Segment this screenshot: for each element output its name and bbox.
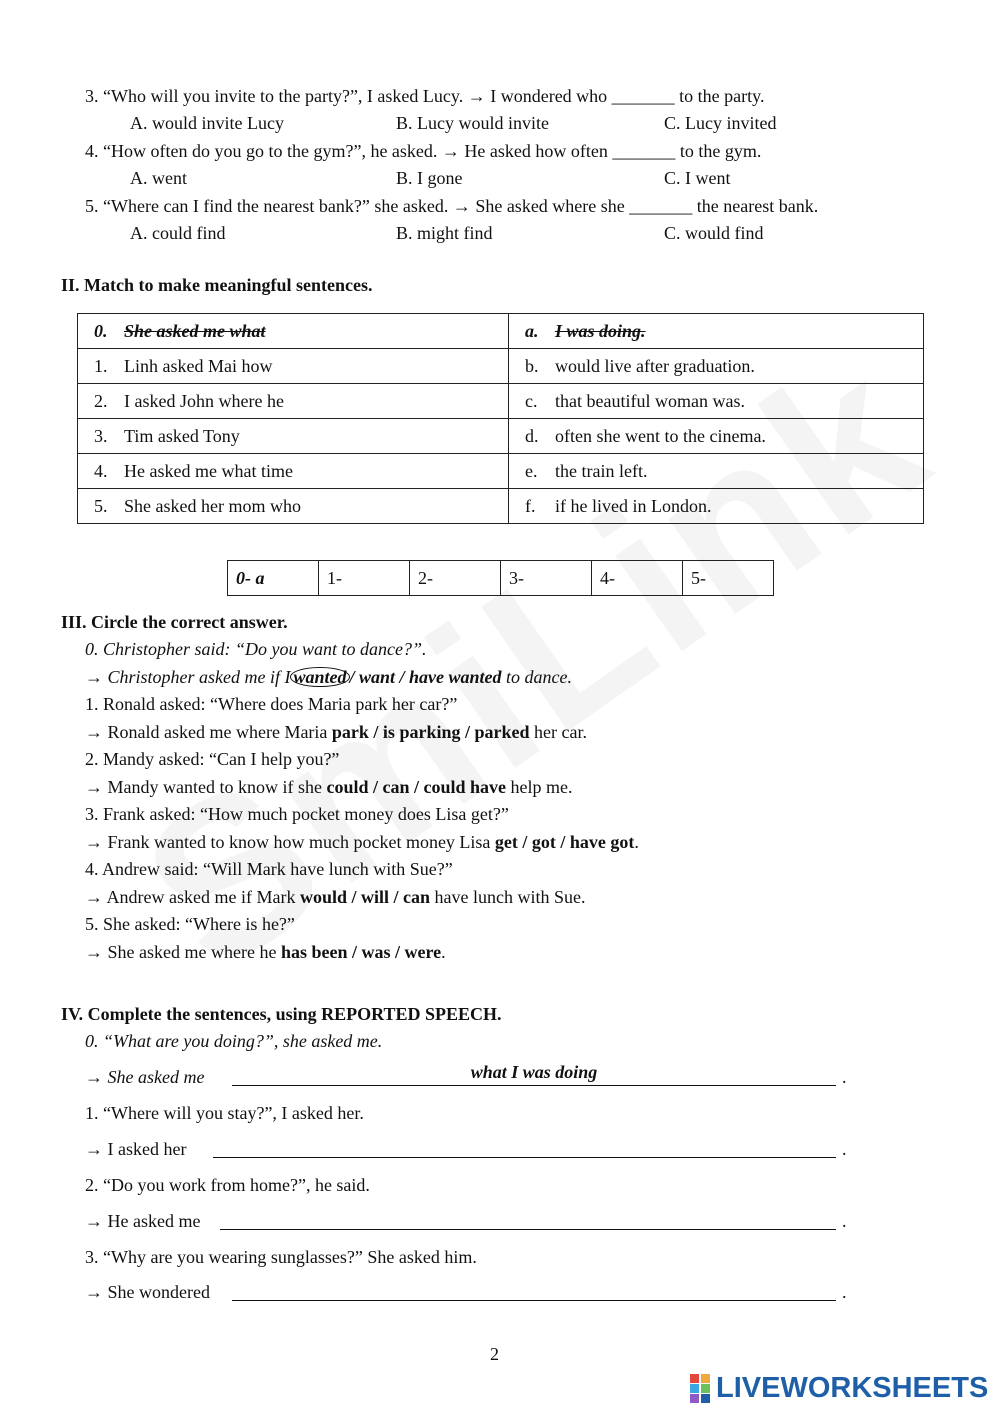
circle-options-5[interactable]: has been / was / were: [280, 942, 442, 962]
circle-answer-5: → She asked me where he has been / was / were.: [85, 942, 446, 962]
table-row: [78, 419, 924, 454]
circle-question-5: 5. She asked: “Where is he?”: [85, 914, 295, 934]
end-mark: .: [842, 1067, 847, 1087]
reported-question-3: 3. “Why are you wearing sunglasses?” She asked him.: [85, 1247, 477, 1267]
end-mark: .: [842, 1282, 847, 1302]
option-4a[interactable]: A. went: [130, 168, 187, 188]
option-3b[interactable]: B. Lucy would invite: [396, 113, 549, 133]
match-right-cell: b. would live after graduation.: [509, 349, 924, 384]
liveworksheets-logo: [690, 1372, 988, 1405]
option-5b[interactable]: B. might find: [396, 223, 493, 243]
section-2-heading: II. Match to make meaningful sentences.: [61, 275, 373, 295]
example-answer: → Christopher asked me if I wanted / want / have wanted to dance.: [85, 667, 572, 687]
reported-example-prefix: → She asked me: [85, 1067, 205, 1087]
option-3c[interactable]: C. Lucy invited: [664, 113, 777, 133]
question-4: 4. “How often do you go to the gym?”, he asked. → He asked how often _______ to the gym.: [85, 141, 762, 161]
circle-question-2: 2. Mandy asked: “Can I help you?”: [85, 749, 340, 769]
match-left-cell: 3. Tim asked Tony: [78, 419, 509, 454]
match-right-cell: c. that beautiful woman was.: [509, 384, 924, 419]
circled-answer: wanted: [290, 667, 349, 687]
liveworksheets-logo-icon: [690, 1374, 712, 1404]
reported-answer-input-3[interactable]: [232, 1282, 836, 1306]
match-right-cell: d. often she went to the cinema.: [509, 419, 924, 454]
reported-question-1: 1. “Where will you stay?”, I asked her.: [85, 1103, 364, 1123]
answer-key-table: [227, 560, 774, 596]
option-5a[interactable]: A. could find: [130, 223, 226, 243]
circle-answer-4: → Andrew asked me if Mark would / will / can have lunch with Sue.: [85, 887, 586, 907]
reported-question-2: 2. “Do you work from home?”, he said.: [85, 1175, 370, 1195]
answer-key-input-2[interactable]: 2-: [410, 561, 501, 596]
match-right-cell: f. if he lived in London.: [509, 489, 924, 524]
circle-answer-3: → Frank wanted to know how much pocket money Lisa get / got / have got.: [85, 832, 639, 852]
answer-key-input-1[interactable]: 1-: [319, 561, 410, 596]
table-row: [78, 349, 924, 384]
circle-question-1: 1. Ronald asked: “Where does Maria park her car?”: [85, 694, 458, 714]
answer-key-input-4[interactable]: 4-: [592, 561, 683, 596]
circle-options-4[interactable]: would / will / can: [299, 887, 430, 907]
circle-answer-2: → Mandy wanted to know if she could / can / could have help me.: [85, 777, 573, 797]
question-3: 3. “Who will you invite to the party?”, I asked Lucy. → I wondered who _______ to the party.: [85, 86, 765, 106]
reported-answer-input-2[interactable]: [220, 1211, 836, 1235]
circle-options-2[interactable]: could / can / could have: [326, 777, 506, 797]
match-left-cell: 0. She asked me what: [78, 314, 509, 349]
reported-example-line: [232, 1062, 836, 1091]
section-3-heading: III. Circle the correct answer.: [61, 612, 288, 632]
match-right-cell: e. the train left.: [509, 454, 924, 489]
reported-prefix-2: → He asked me: [85, 1211, 201, 1231]
table-row: [78, 314, 924, 349]
answer-key-input-3[interactable]: 3-: [501, 561, 592, 596]
end-mark: .: [842, 1139, 847, 1159]
question-5: 5. “Where can I find the nearest bank?” she asked. → She asked where she _______ the nearest bank.: [85, 196, 819, 216]
liveworksheets-logo-text: LIVEWORKSHEETS: [716, 1372, 989, 1404]
circle-question-3: 3. Frank asked: “How much pocket money does Lisa get?”: [85, 804, 509, 824]
page-number: 2: [490, 1344, 499, 1364]
answer-key-example: 0- a: [228, 561, 319, 596]
match-right-cell: a. I was doing.: [509, 314, 924, 349]
option-4c[interactable]: C. I went: [664, 168, 731, 188]
end-mark: .: [842, 1211, 847, 1231]
option-3a[interactable]: A. would invite Lucy: [130, 113, 284, 133]
circle-answer-1: → Ronald asked me where Maria park / is parking / parked her car.: [85, 722, 587, 742]
table-row: [78, 489, 924, 524]
reported-answer-input-1[interactable]: [213, 1139, 836, 1163]
match-left-cell: 5. She asked her mom who: [78, 489, 509, 524]
reported-prefix-3: → She wondered: [85, 1282, 210, 1302]
match-left-cell: 1. Linh asked Mai how: [78, 349, 509, 384]
table-row: [78, 384, 924, 419]
example-question: 0. Christopher said: “Do you want to dance?”.: [85, 639, 427, 659]
matching-table: [77, 313, 924, 524]
reported-prefix-1: → I asked her: [85, 1139, 187, 1159]
table-row: [78, 454, 924, 489]
answer-key-input-5[interactable]: 5-: [683, 561, 774, 596]
reported-example-answer: what I was doing: [470, 1062, 598, 1082]
option-5c[interactable]: C. would find: [664, 223, 764, 243]
circle-question-4: 4. Andrew said: “Will Mark have lunch with Sue?”: [85, 859, 453, 879]
circle-options-1[interactable]: park / is parking / parked: [331, 722, 530, 742]
reported-example-question: 0. “What are you doing?”, she asked me.: [85, 1031, 383, 1051]
match-left-cell: 4. He asked me what time: [78, 454, 509, 489]
section-4-heading: IV. Complete the sentences, using REPORTED SPEECH.: [61, 1004, 502, 1024]
option-4b[interactable]: B. I gone: [396, 168, 463, 188]
match-left-cell: 2. I asked John where he: [78, 384, 509, 419]
circle-options-3[interactable]: get / got / have got: [494, 832, 635, 852]
